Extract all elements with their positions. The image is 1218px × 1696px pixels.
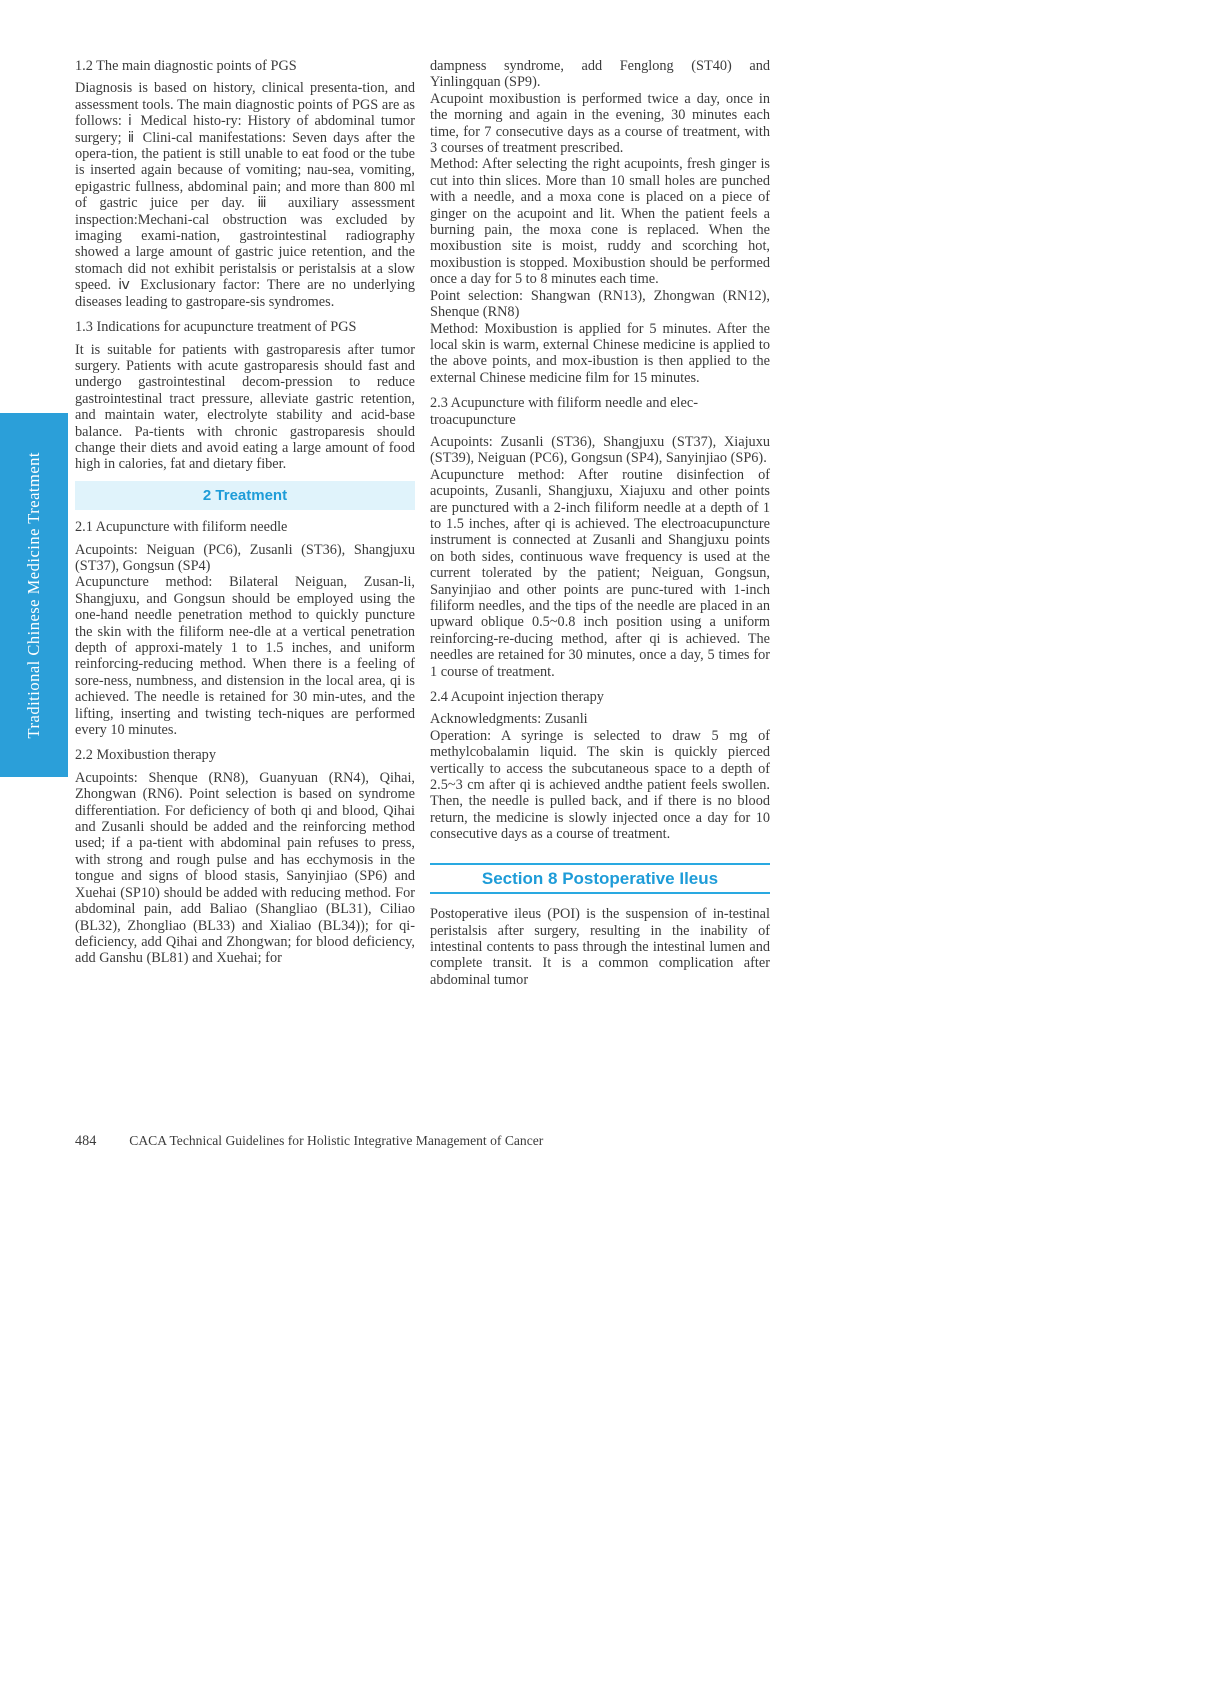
body-paragraph: Acknowledgments: Zusanli <box>430 711 588 728</box>
body-paragraph: Acupuncture method: After routine disinfection of acupoints, Zusanli, Shangjuxu, Xiajuxu and other points are punctured with a 2-inch filiform needle at a depth of 1 to 1.5 inches, after qi is achieved. The electroacupuncture instrument is connected at Zusanli and Shangjuxu points on both sides, continuous wave frequency is used at the current tolerated by the patient; Neiguan, Gongsun, Sanyinjiao and other points are punc-tured with 1-inch filiform needles, and the tips of the needle are placed in an upward oblique 0.5~0.8 inch position using a uniform reinforcing-re-ducing method, after qi is achieved. The needles are retained for 30 minutes, once a day, 5 times for 1 course of treatment. <box>430 466 770 680</box>
body-paragraph: Diagnosis is based on history, clinical presenta-tion, and assessment tools. The main diagnostic points of PGS are as follows: ⅰ Medical histo-ry: History of abdominal tumor surgery; ⅱ Clini-cal manifestations: Seven days after the opera-tion, the patient is still unable to eat food or the tube is inserted again because of vomiting; nau-sea, vomiting, epigastric fullness, abdominal pain; and more than 800 ml of gastric juice per day. ⅲ auxiliary assessment inspection:Mechani-cal obstruction was excluded by imaging exami-nation, gastrointestinal radiography showed a large amount of gastric juice retention, and the stomach did not exhibit peristalsis or peristalsis at a slow speed. ⅳ Exclusionary factor: There are no underlying diseases leading to gastropare-sis syndromes. <box>75 80 415 310</box>
section-heading: 1.3 Indications for acupuncture treatment of PGS <box>75 319 357 336</box>
footer-title: CACA Technical Guidelines for Holistic Integrative Management of Cancer <box>129 1133 544 1148</box>
section-banner: Section 8 Postoperative Ileus <box>430 863 770 894</box>
body-paragraph: Postoperative ileus (POI) is the suspension of in-testinal peristalsis after surgery, resulting in the inability of intestinal contents to pass through the intestinal lumen and complete transit. It is a common complication after abdominal tumor <box>430 906 770 988</box>
body-paragraph: It is suitable for patients with gastroparesis after tumor surgery. Patients with acute gastroparesis should fast and undergo gastrointestinal decom-pression to reduce gastrointestinal tract pressure, alleviate gastric retention, and maintain water, electrolyte stability and acid-base balance. Pa-tients with chronic gastroparesis should change their diets and avoid eating a large amount of food high in calories, fat and dietary fiber. <box>75 341 415 473</box>
page-footer <box>75 1133 775 1150</box>
body-paragraph: Operation: A syringe is selected to draw 5 mg of methylcobalamin liquid. The skin is quickly pierced vertically to access the subcutaneous space to a depth of 2.5~3 cm after qi is achieved andthe patient feels swollen. Then, the needle is pulled back, and if there is no blood return, the medicine is slowly injected once a day for 10 consecutive days as a course of treatment. <box>430 727 770 843</box>
section-heading: 2.3 Acupuncture with filiform needle and elec-troacupuncture <box>430 395 698 428</box>
body-paragraph: Acupoints: Zusanli (ST36), Shangjuxu (ST37), Xiajuxu (ST39), Neiguan (PC6), Gongsun (SP4), Sanyinjiao (SP6). <box>430 433 770 467</box>
body-paragraph: Method: Moxibustion is applied for 5 minutes. After the local skin is warm, external Chinese medicine is applied to the above points, and mox-ibustion is then applied to the external Chinese medicine film for 15 minutes. <box>430 320 770 386</box>
body-paragraph: Acupoints: Shenque (RN8), Guanyuan (RN4), Qihai, Zhongwan (RN6). Point selection is based on syndrome differentiation. For deficiency of both qi and blood, Qihai and Zusanli should be added and the reinforcing method used; if a pa-tient with abdominal pain refuses to press, with strong and rough pulse and has ecchymosis in the tongue and signs of blood stasis, Sanyinjiao (SP6) and Xuehai (SP10) should be added with reducing method. For abdominal pain, add Baliao (Shangliao (BL31), Ciliao (BL32), Zhongliao (BL33) and Xialiao (BL34)); for qi-deficiency, add Qihai and Zhongwan; for blood deficiency, add Ganshu (BL81) and Xuehai; for <box>75 769 415 967</box>
section-heading: 2.2 Moxibustion therapy <box>75 747 216 764</box>
chapter-tab <box>0 413 68 777</box>
page-number: 484 <box>75 1133 97 1149</box>
chapter-tab-label: Traditional Chinese Medicine Treatment <box>24 451 43 739</box>
body-paragraph: Point selection: Shangwan (RN13), Zhongwan (RN12), Shenque (RN8) <box>430 287 770 321</box>
body-paragraph: Method: After selecting the right acupoints, fresh ginger is cut into thin slices. More than 10 small holes are punched with a needle, and a moxa cone is placed on a piece of ginger on the acupoint and lit. When the patient feels a burning pain, the moxa cone is replaced. When the moxibustion site is moist, ruddy and scorching hot, moxibustion is stopped. Moxibustion should be performed once a day for 5 to 8 minutes each time. <box>430 156 770 288</box>
body-paragraph: Acupoints: Neiguan (PC6), Zusanli (ST36), Shangjuxu (ST37), Gongsun (SP4) <box>75 541 415 574</box>
body-paragraph: dampness syndrome, add Fenglong (ST40) and Yinlingquan (SP9). <box>430 58 770 91</box>
treatment-banner: 2 Treatment <box>75 481 415 510</box>
text-column-right <box>430 58 770 988</box>
text-column-left <box>75 58 415 967</box>
section-heading: 2.4 Acupoint injection therapy <box>430 689 604 706</box>
body-paragraph: Acupuncture method: Bilateral Neiguan, Zusan-li, Shangjuxu, and Gongsun should be employed using the one-hand needle penetration method to quickly puncture the skin with the filiform nee-dle at a vertical penetration depth of approxi-mately 1 to 1.5 inches, and uniform reinforcing-reducing method. When there is a feeling of sore-ness, numbness, and distension in the local area, qi is achieved. The needle is retained for 30 min-utes, and the lifting, inserting and twisting tech-niques are performed every 10 minutes. <box>75 574 415 739</box>
body-paragraph: Acupoint moxibustion is performed twice a day, once in the morning and again in the evening, 30 minutes each time, for 7 consecutive days as a course of treatment, with 3 courses of treatment prescribed. <box>430 90 770 157</box>
section-heading: 2.1 Acupuncture with filiform needle <box>75 519 288 536</box>
section-heading: 1.2 The main diagnostic points of PGS <box>75 58 297 74</box>
